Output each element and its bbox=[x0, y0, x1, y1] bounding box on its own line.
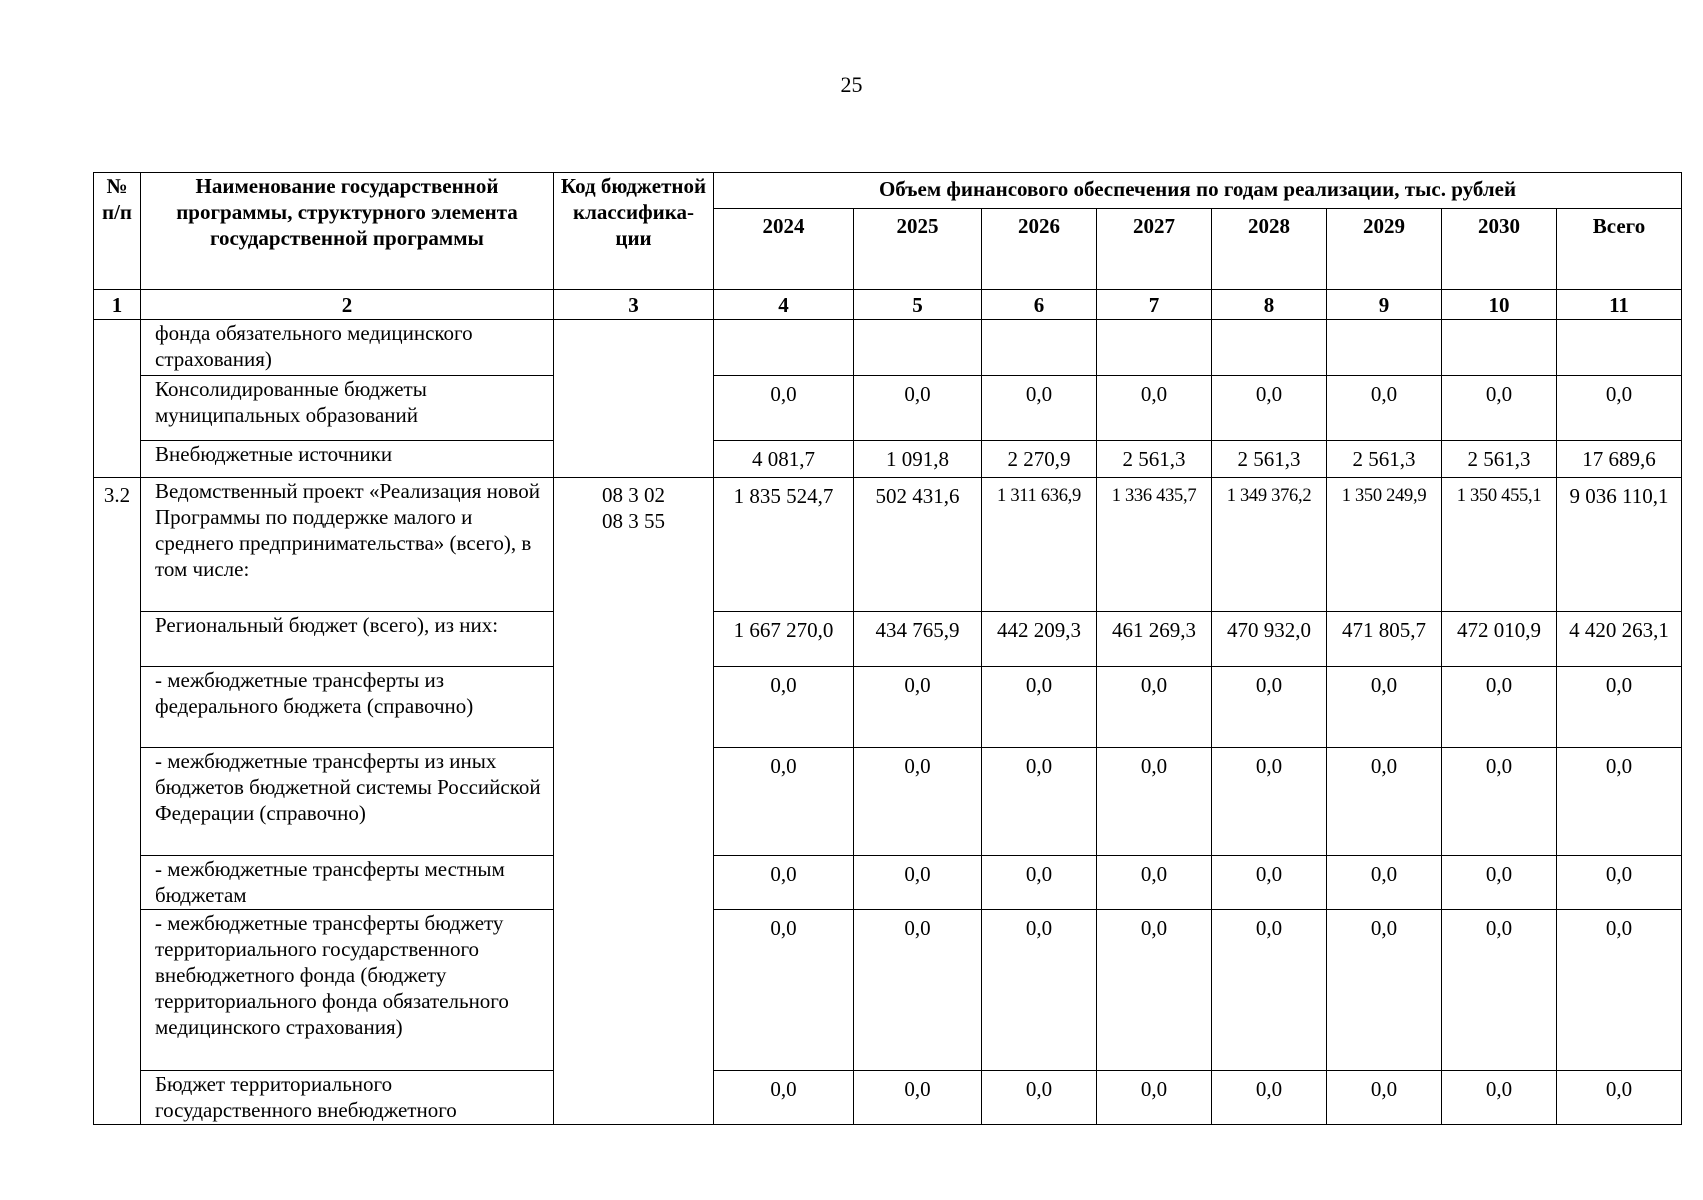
column-number: 4 bbox=[714, 290, 854, 320]
table-row bbox=[94, 612, 1682, 667]
row-name: - межбюджетные трансферты местным бюджетам bbox=[141, 856, 554, 910]
column-number: 10 bbox=[1442, 290, 1557, 320]
value-cell: 1 311 636,9 bbox=[982, 478, 1097, 612]
row-name: Внебюджетные источники bbox=[141, 441, 554, 478]
row-name: Ведомственный проект «Реализация новой Программы по поддержке малого и среднего предпринимательства» (всего), в том числе: bbox=[141, 478, 554, 612]
value-cell: 0,0 bbox=[714, 376, 854, 441]
value-cell: 0,0 bbox=[1097, 910, 1212, 1071]
value-cell: 0,0 bbox=[1212, 856, 1327, 910]
value-cell: 2 561,3 bbox=[1097, 441, 1212, 478]
value-cell: 0,0 bbox=[1212, 376, 1327, 441]
value-cell: 0,0 bbox=[1327, 376, 1442, 441]
value-cell: 472 010,9 bbox=[1442, 612, 1557, 667]
row-name: - межбюджетные трансферты из федерального бюджета (справочно) bbox=[141, 667, 554, 748]
header-year-2030: 2030 bbox=[1442, 209, 1557, 290]
value-cell: 1 336 435,7 bbox=[1097, 478, 1212, 612]
value-cell: 0,0 bbox=[1212, 748, 1327, 856]
value-cell: 0,0 bbox=[1212, 1071, 1327, 1125]
column-number: 7 bbox=[1097, 290, 1212, 320]
value-cell: 0,0 bbox=[1442, 748, 1557, 856]
row-index: 3.2 bbox=[94, 478, 141, 1125]
value-cell: 0,0 bbox=[714, 1071, 854, 1125]
header-name: Наименование государственной программы, структурного элемента государственной программы bbox=[141, 173, 554, 290]
value-cell: 4 081,7 bbox=[714, 441, 854, 478]
value-cell: 0,0 bbox=[714, 856, 854, 910]
column-number: 5 bbox=[854, 290, 982, 320]
value-cell bbox=[1327, 320, 1442, 376]
value-cell: 0,0 bbox=[1557, 376, 1682, 441]
table-row bbox=[94, 748, 1682, 856]
page-number: 25 bbox=[840, 72, 863, 97]
value-cell: 471 805,7 bbox=[1327, 612, 1442, 667]
column-number: 9 bbox=[1327, 290, 1442, 320]
value-cell bbox=[982, 320, 1097, 376]
row-name: фонда обязательного медицинского страхования) bbox=[141, 320, 554, 376]
value-cell: 0,0 bbox=[1557, 910, 1682, 1071]
column-number: 1 bbox=[94, 290, 141, 320]
value-cell: 0,0 bbox=[982, 376, 1097, 441]
value-cell: 2 561,3 bbox=[1442, 441, 1557, 478]
header-year-2027: 2027 bbox=[1097, 209, 1212, 290]
value-cell: 0,0 bbox=[1327, 910, 1442, 1071]
row-name: Консолидированные бюджеты муниципальных образований bbox=[141, 376, 554, 441]
value-cell: 0,0 bbox=[1097, 667, 1212, 748]
code-line: 08 3 02 bbox=[602, 483, 665, 507]
value-cell: 0,0 bbox=[1327, 1071, 1442, 1125]
header-year-2024: 2024 bbox=[714, 209, 854, 290]
value-cell bbox=[1442, 320, 1557, 376]
header-volume: Объем финансового обеспечения по годам реализации, тыс. рублей bbox=[714, 173, 1682, 209]
column-number: 2 bbox=[141, 290, 554, 320]
value-cell bbox=[714, 320, 854, 376]
value-cell: 0,0 bbox=[1097, 1071, 1212, 1125]
header-num: № п/п bbox=[94, 173, 141, 290]
value-cell: 0,0 bbox=[982, 910, 1097, 1071]
value-cell: 0,0 bbox=[1327, 748, 1442, 856]
value-cell: 1 091,8 bbox=[854, 441, 982, 478]
value-cell: 1 350 455,1 bbox=[1442, 478, 1557, 612]
value-cell: 1 349 376,2 bbox=[1212, 478, 1327, 612]
value-cell: 0,0 bbox=[714, 910, 854, 1071]
table-row bbox=[94, 1071, 1682, 1125]
value-cell: 0,0 bbox=[1097, 376, 1212, 441]
value-cell: 4 420 263,1 bbox=[1557, 612, 1682, 667]
value-cell: 1 835 524,7 bbox=[714, 478, 854, 612]
value-cell: 0,0 bbox=[1557, 856, 1682, 910]
column-number: 8 bbox=[1212, 290, 1327, 320]
value-cell: 2 561,3 bbox=[1327, 441, 1442, 478]
table-row bbox=[94, 667, 1682, 748]
header-year-2025: 2025 bbox=[854, 209, 982, 290]
value-cell: 0,0 bbox=[1442, 667, 1557, 748]
value-cell: 0,0 bbox=[982, 748, 1097, 856]
value-cell: 0,0 bbox=[854, 667, 982, 748]
value-cell: 0,0 bbox=[1442, 1071, 1557, 1125]
header-code: Код бюджетной классифика-ции bbox=[554, 173, 714, 290]
row-name: Региональный бюджет (всего), из них: bbox=[141, 612, 554, 667]
value-cell: 0,0 bbox=[1557, 1071, 1682, 1125]
column-number: 6 bbox=[982, 290, 1097, 320]
value-cell: 2 561,3 bbox=[1212, 441, 1327, 478]
row-name: - межбюджетные трансферты из иных бюджетов бюджетной системы Российской Федерации (справочно) bbox=[141, 748, 554, 856]
value-cell: 0,0 bbox=[982, 667, 1097, 748]
financing-table bbox=[93, 172, 1682, 1125]
value-cell: 1 350 249,9 bbox=[1327, 478, 1442, 612]
value-cell: 442 209,3 bbox=[982, 612, 1097, 667]
value-cell bbox=[1097, 320, 1212, 376]
table-row bbox=[94, 441, 1682, 478]
code-line: 08 3 55 bbox=[602, 509, 665, 533]
column-number: 3 bbox=[554, 290, 714, 320]
table-row bbox=[94, 910, 1682, 1071]
table-row bbox=[94, 478, 1682, 612]
value-cell: 0,0 bbox=[714, 748, 854, 856]
value-cell: 0,0 bbox=[1442, 910, 1557, 1071]
row-name: - межбюджетные трансферты бюджету территориального государственного внебюджетного фонда (бюджету территориального фонда обязательного медицинского страхования) bbox=[141, 910, 554, 1071]
table-row bbox=[94, 376, 1682, 441]
value-cell: 461 269,3 bbox=[1097, 612, 1212, 667]
value-cell: 0,0 bbox=[854, 376, 982, 441]
column-number: 11 bbox=[1557, 290, 1682, 320]
header-year-2026: 2026 bbox=[982, 209, 1097, 290]
value-cell: 0,0 bbox=[714, 667, 854, 748]
value-cell: 0,0 bbox=[1212, 910, 1327, 1071]
value-cell: 1 667 270,0 bbox=[714, 612, 854, 667]
value-cell: 0,0 bbox=[854, 748, 982, 856]
value-cell: 0,0 bbox=[1327, 667, 1442, 748]
value-cell: 2 270,9 bbox=[982, 441, 1097, 478]
value-cell: 17 689,6 bbox=[1557, 441, 1682, 478]
value-cell bbox=[1212, 320, 1327, 376]
row-index-empty bbox=[94, 320, 141, 478]
value-cell: 0,0 bbox=[982, 1071, 1097, 1125]
value-cell: 0,0 bbox=[1097, 856, 1212, 910]
value-cell: 0,0 bbox=[1097, 748, 1212, 856]
header-total: Всего bbox=[1557, 209, 1682, 290]
value-cell: 0,0 bbox=[1442, 376, 1557, 441]
row-name: Бюджет территориального государственного внебюджетного bbox=[141, 1071, 554, 1125]
value-cell: 0,0 bbox=[982, 856, 1097, 910]
value-cell: 0,0 bbox=[854, 1071, 982, 1125]
value-cell: 0,0 bbox=[854, 856, 982, 910]
value-cell: 0,0 bbox=[1442, 856, 1557, 910]
value-cell: 434 765,9 bbox=[854, 612, 982, 667]
value-cell: 0,0 bbox=[1557, 667, 1682, 748]
header-year-2028: 2028 bbox=[1212, 209, 1327, 290]
value-cell: 0,0 bbox=[854, 910, 982, 1071]
value-cell: 470 932,0 bbox=[1212, 612, 1327, 667]
header-year-2029: 2029 bbox=[1327, 209, 1442, 290]
value-cell: 0,0 bbox=[1557, 748, 1682, 856]
table-row bbox=[94, 320, 1682, 376]
value-cell bbox=[854, 320, 982, 376]
value-cell: 502 431,6 bbox=[854, 478, 982, 612]
value-cell: 0,0 bbox=[1327, 856, 1442, 910]
value-cell: 0,0 bbox=[1212, 667, 1327, 748]
table-row bbox=[94, 856, 1682, 910]
value-cell: 9 036 110,1 bbox=[1557, 478, 1682, 612]
row-code bbox=[554, 478, 714, 1125]
row-code-empty bbox=[554, 320, 714, 478]
value-cell bbox=[1557, 320, 1682, 376]
